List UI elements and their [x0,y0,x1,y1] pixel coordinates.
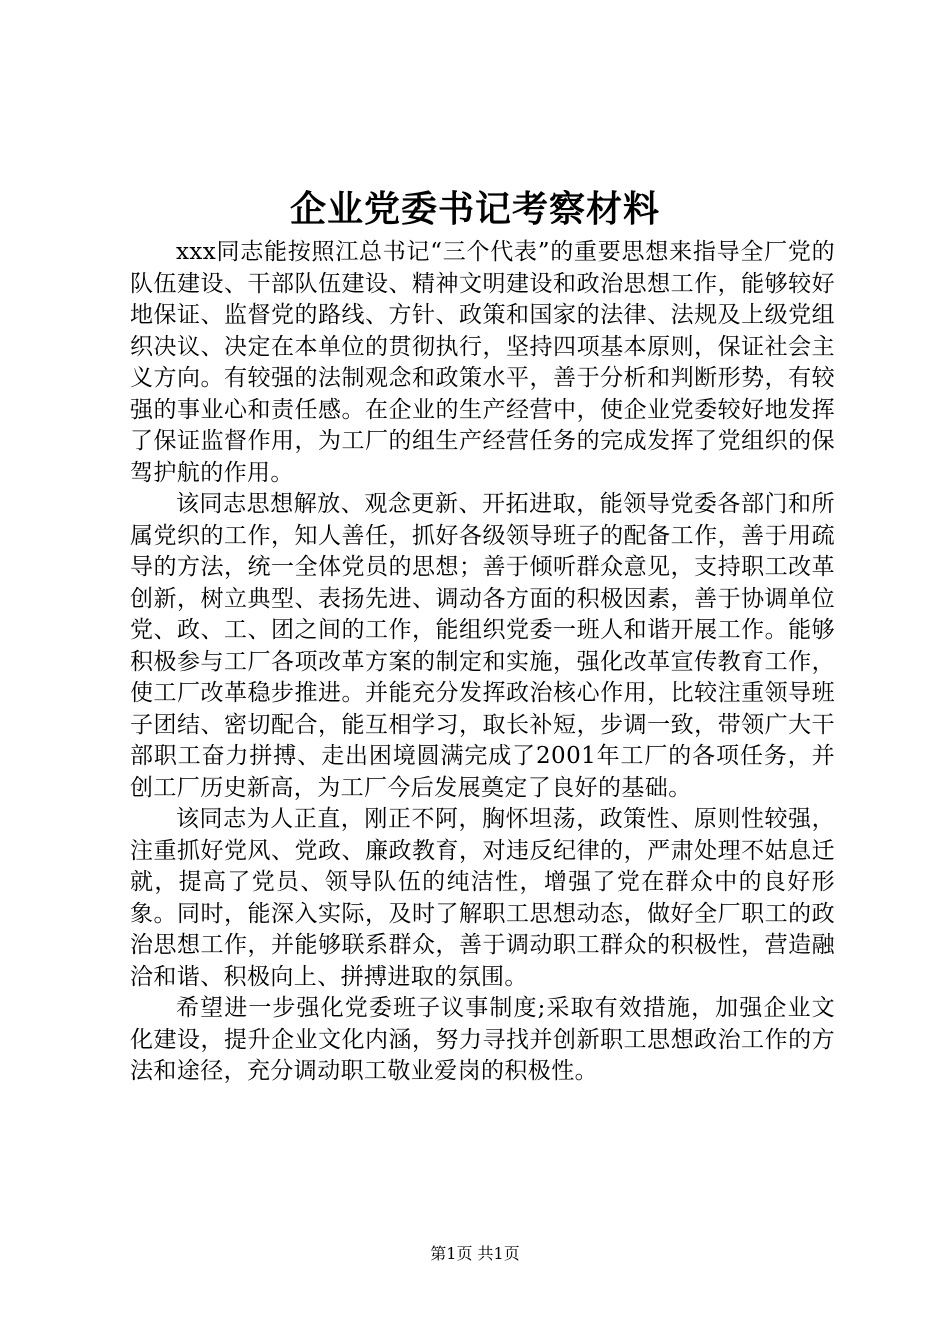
page-footer: 第1页 共1页 [430,1244,520,1263]
paragraph-3: 该同志为人正直，刚正不阿，胸怀坦荡，政策性、原则性较强，注重抓好党风、党政、廉政教育，对违反纪律的，严肃处理不姑息迁就，提高了党员、领导队伍的纯洁性，增强了党在群众中的良好形象。同时，能深入实际，及时了解职工思想动态，做好全厂职工的政治思想工作，并能够联系群众，善于调动职工群众的积极性，营造融洽和谐、积极向上、拼搏进取的氛围。 [130,806,835,990]
document-title: 企业党委书记考察材料 [289,188,660,230]
document-body [130,237,835,1088]
paragraph-4: 希望进一步强化党委班子议事制度;采取有效措施，加强企业文化建设，提升企业文化内涵，努力寻找并创新职工思想政治工作的方法和途径，充分调动职工敬业爱岗的积极性。 [130,995,835,1084]
paragraph-2: 该同志思想解放、观念更新、开拓进取，能领导党委各部门和所属党织的工作，知人善任，抓好各级领导班子的配备工作，善于用疏导的方法，统一全体党员的思想；善于倾听群众意见，支持职工改革创新，树立典型、表扬先进、调动各方面的积极因素，善于协调单位党、政、工、团之间的工作，能组织党委一班人和谐开展工作。能够积极参与工厂各项改革方案的制定和实施，强化改革宣传教育工作，使工厂改革稳步推进。并能充分发挥政治核心作用，比较注重领导班子团结、密切配合，能互相学习，取长补短，步调一致，带领广大干部职工奋力拼搏、走出困境圆满完成了2001年工厂的各项任务，并创工厂历史新高，为工厂今后发展奠定了良好的基础。 [130,491,835,801]
paragraph-1: xxx同志能按照江总书记“三个代表”的重要思想来指导全厂党的队伍建设、干部队伍建设、精神文明建设和政治思想工作，能够较好地保证、监督党的路线、方针、政策和国家的法律、法规及上级党组织决议、决定在本单位的贯彻执行，坚持四项基本原则，保证社会主义方向。有较强的法制观念和政策水平，善于分析和判断形势，有较强的事业心和责任感。在企业的生产经营中，使企业党委较好地发挥了保证监督作用，为工厂的组生产经营任务的完成发挥了党组织的保驾护航的作用。 [130,239,835,486]
